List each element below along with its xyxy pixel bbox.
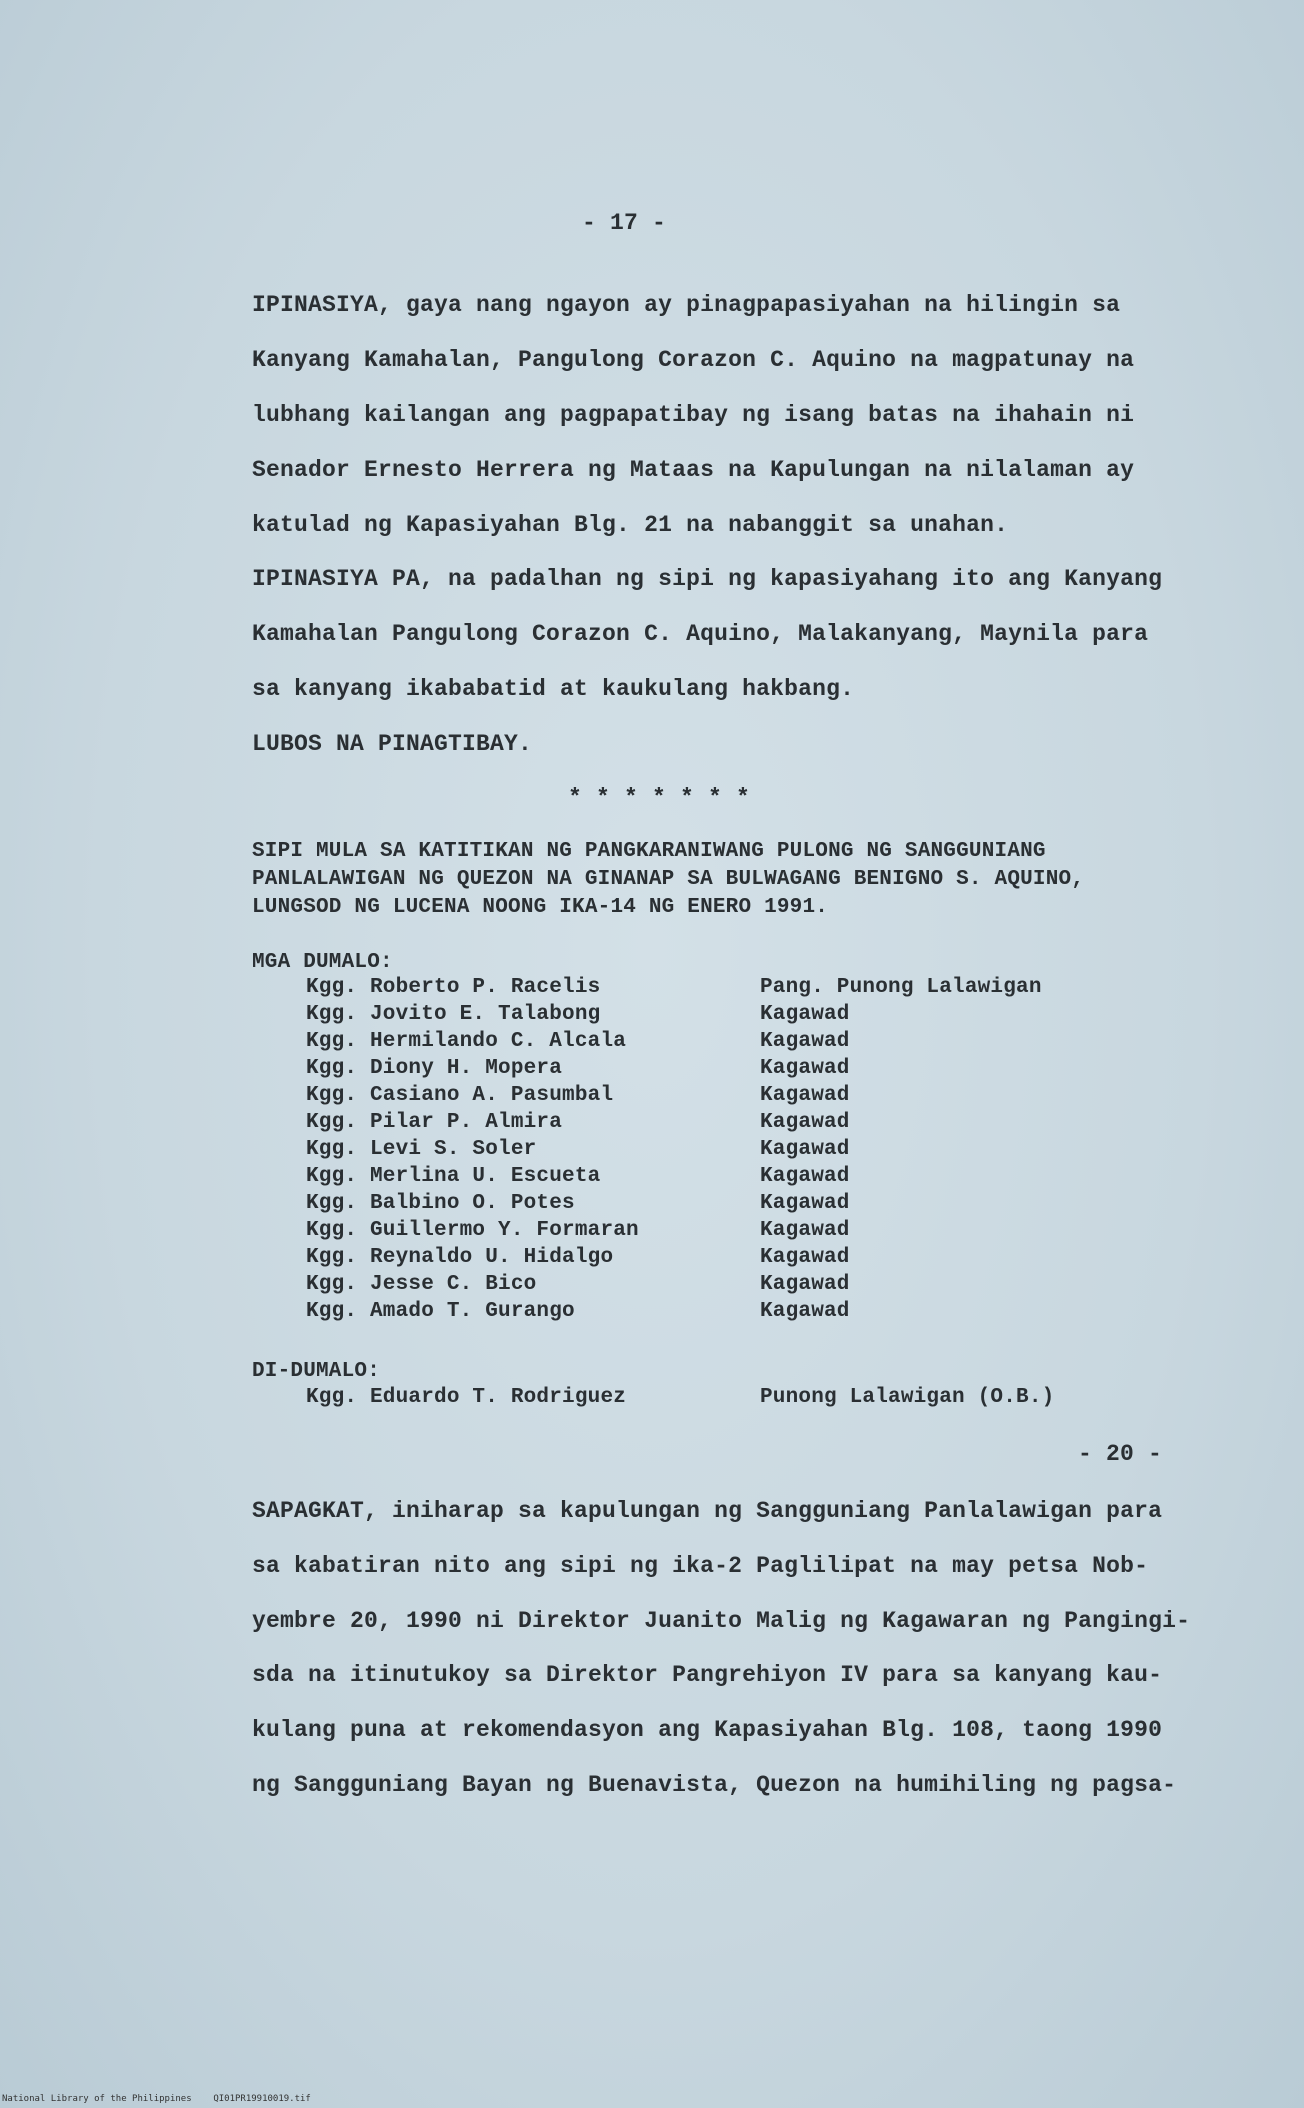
resolution-line: Kamahalan Pangulong Corazon C. Aquino, Malakanyang, Maynila para (252, 621, 1149, 647)
minutes-header-line: LUNGSOD NG LUCENA NOONG IKA-14 NG ENERO 1991. (252, 896, 829, 919)
body-line: sda na itinutukoy sa Direktor Pangrehiyon IV para sa kanyang kau- (252, 1662, 1163, 1688)
attendee-role: Kagawad (760, 1300, 850, 1323)
attendee-role: Kagawad (760, 1192, 850, 1215)
attendee-name: Kgg. Levi S. Soler (306, 1138, 537, 1161)
minutes-header-line: SIPI MULA SA KATITIKAN NG PANGKARANIWANG PULONG NG SANGGUNIANG (252, 840, 1046, 863)
attendee-name: Kgg. Diony H. Mopera (306, 1057, 563, 1080)
resolution-line: IPINASIYA, gaya nang ngayon ay pinagpapasiyahan na hilingin sa (252, 292, 1121, 318)
resolution-line: IPINASIYA PA, na padalhan ng sipi ng kapasiyahang ito ang Kanyang (252, 566, 1163, 592)
attendee-role: Kagawad (760, 1057, 850, 1080)
attendee-name: Kgg. Guillermo Y. Formaran (306, 1219, 639, 1242)
body-line: kulang puna at rekomendasyon ang Kapasiyahan Blg. 108, taong 1990 (252, 1717, 1163, 1743)
attendee-name: Kgg. Jovito E. Talabong (306, 1003, 601, 1026)
resolution-line: Senador Ernesto Herrera ng Mataas na Kapulungan na nilalaman ay (252, 457, 1135, 483)
minutes-header-line: PANLALAWIGAN NG QUEZON NA GINANAP SA BULWAGANG BENIGNO S. AQUINO, (252, 868, 1085, 891)
separator: * * * * * * * (568, 785, 751, 811)
page-number-2: - 20 - (1078, 1441, 1163, 1467)
attendee-role: Kagawad (760, 1219, 850, 1242)
attendee-name: Kgg. Amado T. Gurango (306, 1300, 575, 1323)
attendee-name: Kgg. Roberto P. Racelis (306, 976, 601, 999)
body-line: yembre 20, 1990 ni Direktor Juanito Malig ng Kagawaran ng Pangingi- (252, 1608, 1191, 1634)
resolution-line: katulad ng Kapasiyahan Blg. 21 na nabanggit sa unahan. (252, 512, 1009, 538)
attendee-name: Kgg. Jesse C. Bico (306, 1273, 537, 1296)
absentee-role: Punong Lalawigan (O.B.) (760, 1386, 1055, 1409)
attendee-role: Kagawad (760, 1138, 850, 1161)
attendee-role: Kagawad (760, 1111, 850, 1134)
present-label: MGA DUMALO: (252, 951, 393, 974)
attendee-name: Kgg. Balbino O. Potes (306, 1192, 575, 1215)
attendee-role: Kagawad (760, 1273, 850, 1296)
attendee-role: Kagawad (760, 1246, 850, 1269)
scan-footer: National Library of the Philippines QI01PR19910019.tif (2, 2094, 311, 2104)
body-line: SAPAGKAT, iniharap sa kapulungan ng Sangguniang Panlalawigan para (252, 1498, 1163, 1524)
absent-label: DI-DUMALO: (252, 1360, 381, 1383)
attendee-name: Kgg. Pilar P. Almira (306, 1111, 563, 1134)
absentee-name: Kgg. Eduardo T. Rodriguez (306, 1386, 627, 1409)
page-number: - 17 - (582, 210, 667, 236)
attendee-name: Kgg. Reynaldo U. Hidalgo (306, 1246, 614, 1269)
attendee-role: Kagawad (760, 1030, 850, 1053)
attendee-role: Kagawad (760, 1003, 850, 1026)
resolution-line: lubhang kailangan ang pagpapatibay ng isang batas na ihahain ni (252, 402, 1135, 428)
resolution-line: sa kanyang ikababatid at kaukulang hakbang. (252, 676, 855, 702)
attendee-role: Kagawad (760, 1165, 850, 1188)
attendee-name: Kgg. Merlina U. Escueta (306, 1165, 601, 1188)
attendee-role: Kagawad (760, 1084, 850, 1107)
attendee-name: Kgg. Casiano A. Pasumbal (306, 1084, 614, 1107)
attendee-role: Pang. Punong Lalawigan (760, 976, 1042, 999)
resolution-line: LUBOS NA PINAGTIBAY. (252, 731, 533, 757)
attendee-name: Kgg. Hermilando C. Alcala (306, 1030, 627, 1053)
body-line: sa kabatiran nito ang sipi ng ika-2 Paglilipat na may petsa Nob- (252, 1553, 1149, 1579)
resolution-line: Kanyang Kamahalan, Pangulong Corazon C. Aquino na magpatunay na (252, 347, 1135, 373)
body-line: ng Sangguniang Bayan ng Buenavista, Quezon na humihiling ng pagsa- (252, 1772, 1177, 1798)
